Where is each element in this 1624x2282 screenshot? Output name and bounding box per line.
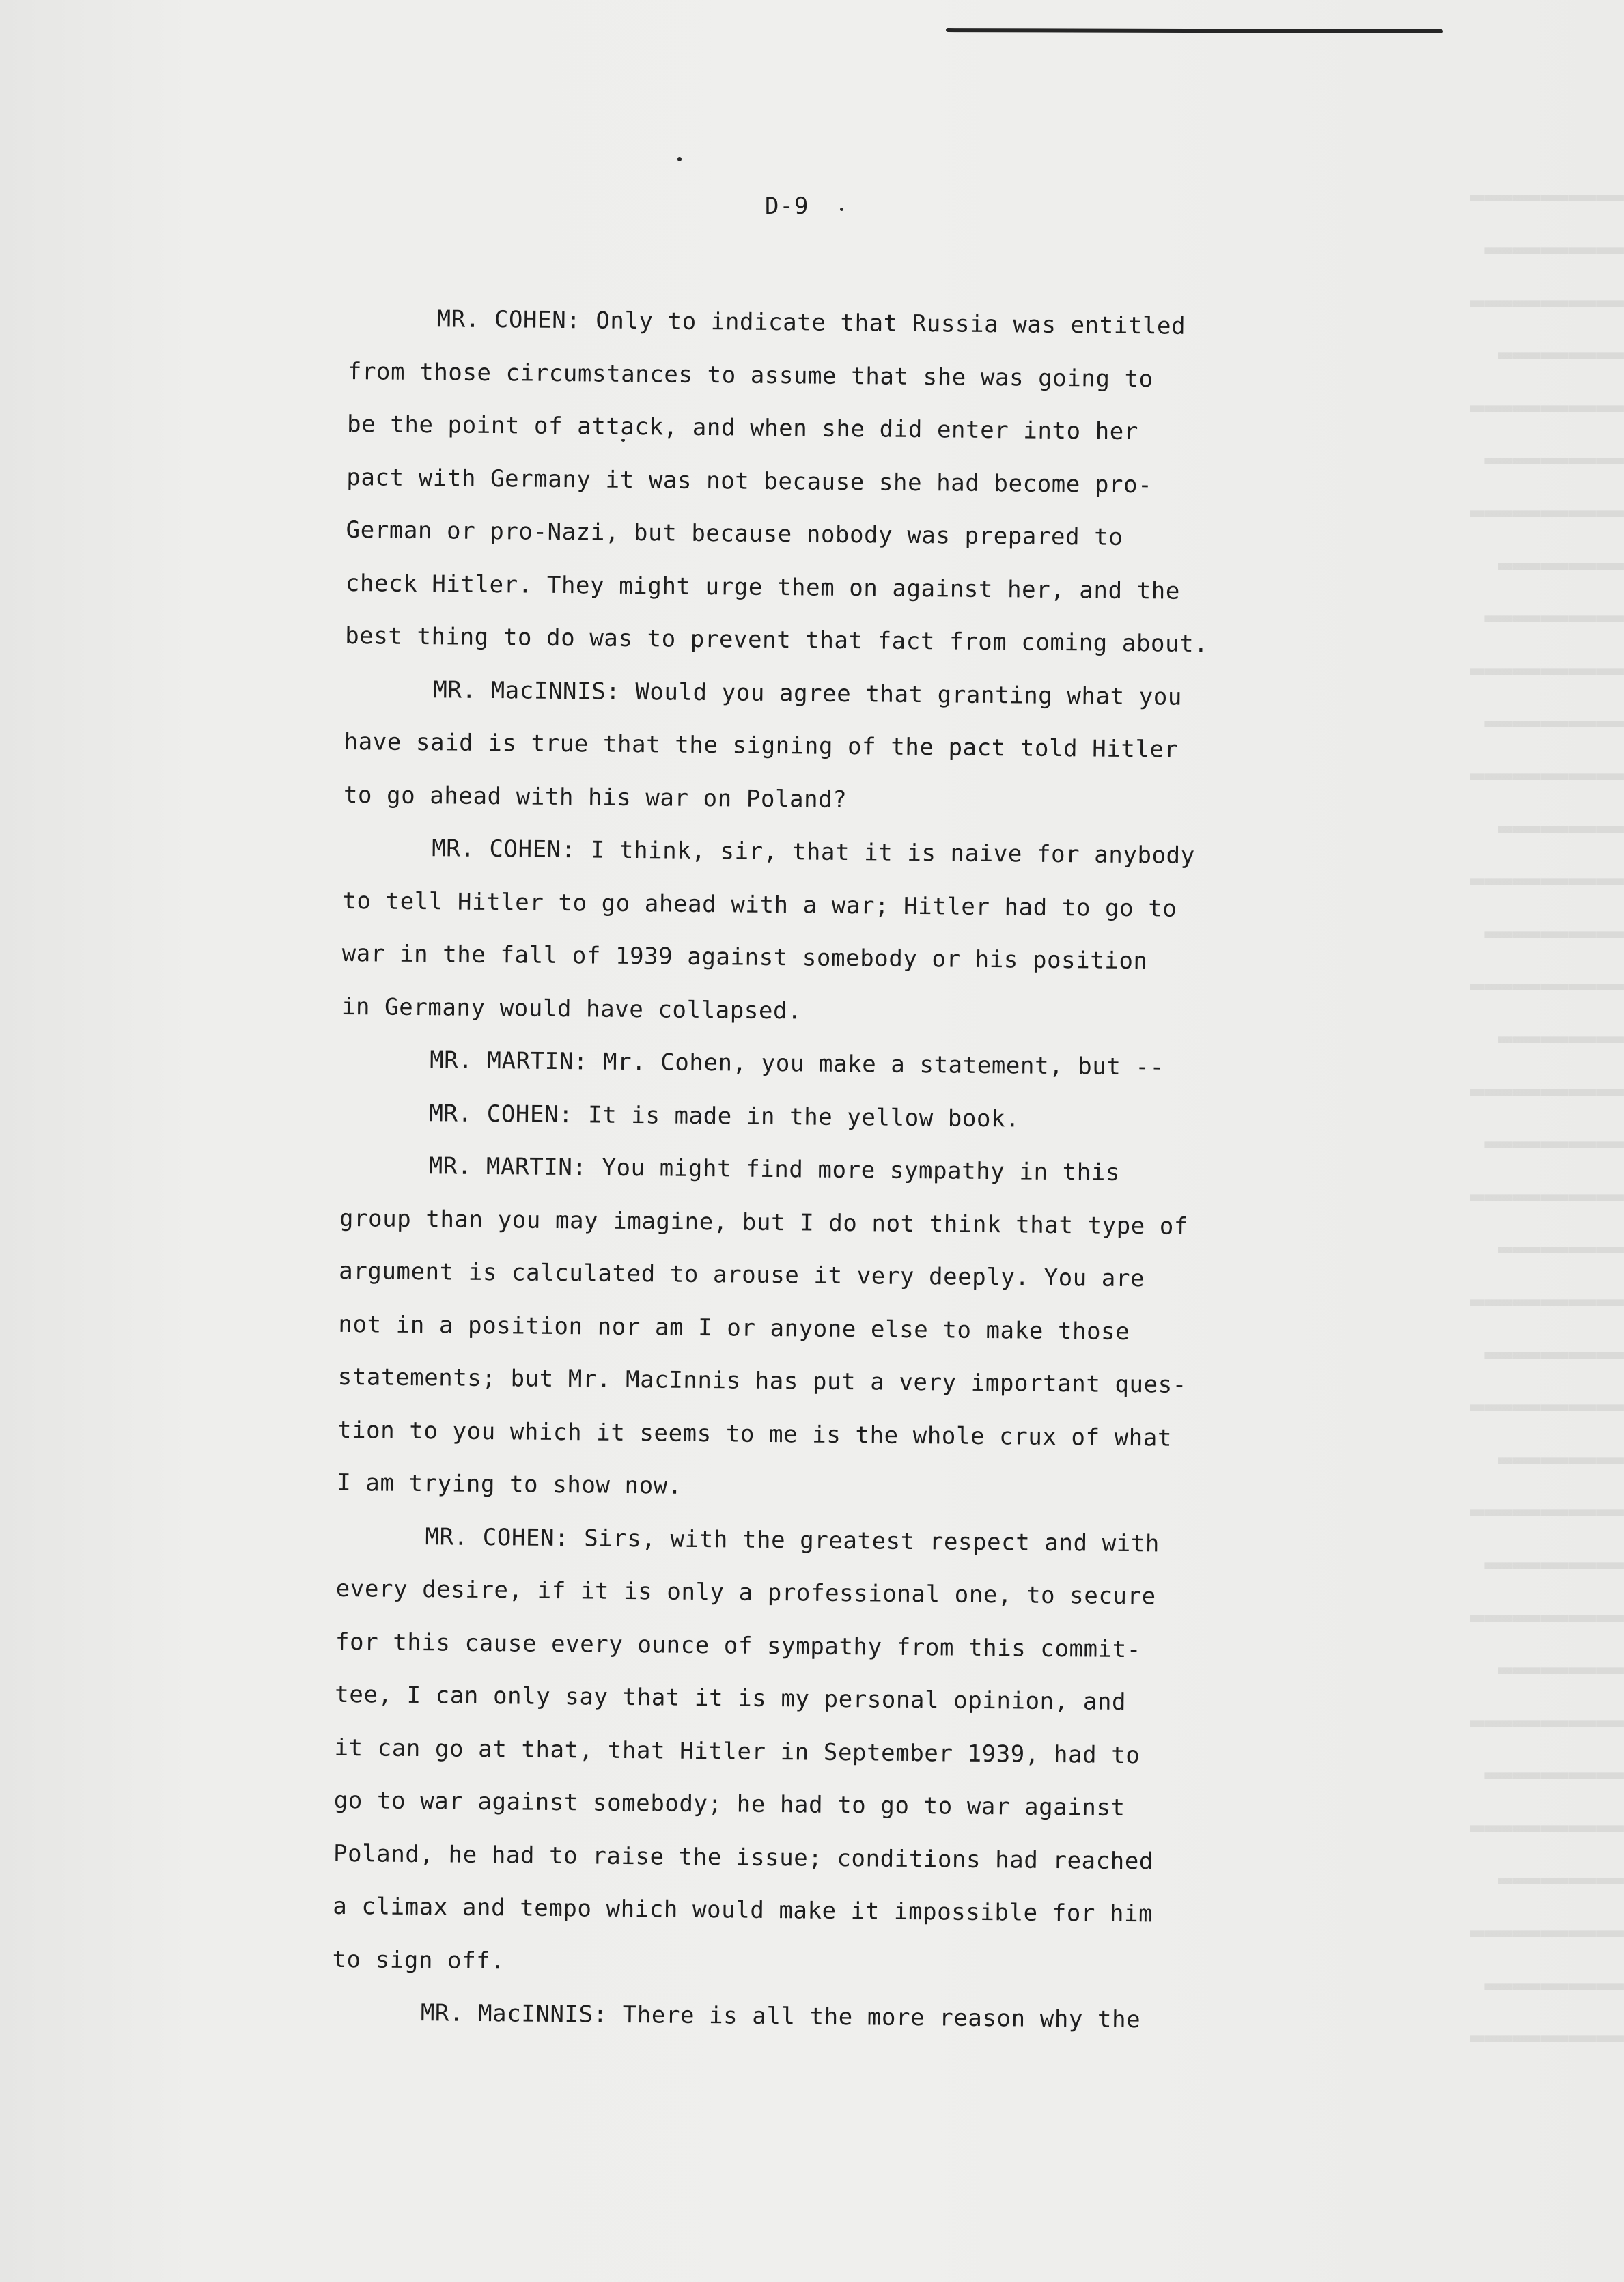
speech-line: German or pro-Nazi, but because nobody was prepared to [346, 516, 1123, 551]
speech-first-line [343, 822, 1361, 885]
speech-line: I am trying to show now. [337, 1469, 683, 1500]
speech-line: tee, I can only say that it is my personal opinion, and [335, 1680, 1127, 1716]
speech-line: for this cause every ounce of sympathy from this commit- [335, 1628, 1142, 1663]
page-number: D-9 [765, 193, 809, 220]
speech-line: to tell Hitler to go ahead with a war; Hitler had to go to [342, 887, 1177, 923]
speech-text: Only to indicate that Russia was entitled [596, 307, 1186, 340]
speaker-label: MR. COHEN: [436, 305, 581, 335]
speech-first-line [331, 1986, 1349, 2049]
speech-line: in Germany would have collapsed. [341, 992, 802, 1025]
speech-line: have said is true that the signing of the pact told Hitler [344, 727, 1179, 764]
speech-paragraph [341, 822, 1361, 1043]
speech-line: check Hitler. They might urge them on against her, and the [345, 569, 1181, 605]
speech-text: Mr. Cohen, you make a statement, but -- [602, 1048, 1164, 1081]
speech-paragraph [344, 663, 1362, 831]
speech-text: You might find more sympathy in this [602, 1154, 1121, 1186]
speech-paragraph [332, 1509, 1354, 1996]
top-rule-line [946, 28, 1443, 33]
speech-text: I think, sir, that it is naive for anybody [590, 836, 1195, 869]
speech-first-line [339, 1139, 1358, 1202]
speech-line: Poland, he had to raise the issue; conditions had reached [333, 1839, 1154, 1875]
speaker-label: MR. COHEN: [431, 835, 576, 864]
speaker-label: MR. COHEN: [425, 1522, 570, 1552]
speech-first-line [348, 292, 1366, 355]
speech-paragraph [337, 1139, 1358, 1520]
speech-line: argument is calculated to arouse it very deeply. You are [339, 1257, 1145, 1293]
speech-line: every desire, if it is only a professional one, to secure [335, 1574, 1156, 1611]
speech-line: a climax and tempo which would make it impossible for him [333, 1892, 1153, 1928]
speech-paragraph [340, 1086, 1358, 1149]
speech-line: to go ahead with his war on Poland? [343, 781, 848, 813]
speech-line: to sign off. [332, 1945, 505, 1975]
speech-paragraph [341, 1033, 1359, 1096]
speaker-label: MR. MacINNIS: [433, 676, 621, 706]
speaker-label: MR. MARTIN: [428, 1152, 587, 1182]
speaker-label: MR. MacINNIS: [420, 1999, 608, 2029]
speaker-label: MR. MARTIN: [430, 1046, 589, 1076]
speech-first-line [341, 1033, 1359, 1096]
speech-line: be the point of attack, and when she did enter into her [346, 410, 1139, 446]
speech-line: war in the fall of 1939 against somebody or his position [341, 939, 1148, 975]
speech-line: not in a position nor am I or anyone else to make those [338, 1310, 1130, 1346]
speech-line: it can go at that, that Hitler in September 1939, had to [334, 1734, 1140, 1769]
speech-line: statements; but Mr. MacInnis has put a very important ques- [337, 1363, 1188, 1399]
speech-text: Sirs, with the greatest respect and with [584, 1524, 1160, 1557]
ink-speck [677, 157, 682, 161]
speech-line: pact with Germany it was not because she had become pro- [346, 463, 1153, 499]
speech-text: It is made in the yellow book. [587, 1100, 1020, 1132]
speaker-label: MR. COHEN: [429, 1099, 574, 1128]
bleed-through-texture: ▬▬▬▬▬▬▬▬▬▬▬ ▬▬▬▬▬▬▬▬▬▬ ▬▬▬▬▬▬▬▬▬▬▬ ▬▬▬▬▬▬▬▬▬ ▬▬▬▬▬▬▬▬▬▬▬ ▬▬▬▬▬▬▬▬▬▬ ▬▬▬▬▬▬▬▬▬▬▬ ▬▬▬▬▬▬▬▬▬ ▬▬▬▬▬▬▬▬▬▬ ▬▬▬▬▬▬▬▬▬▬▬ ▬▬▬▬▬▬▬▬▬▬ ▬▬▬▬▬▬▬▬▬▬▬ ▬▬▬▬▬▬▬▬▬ ▬▬▬▬▬▬▬▬▬▬▬ ▬▬▬▬▬▬▬▬▬▬ ▬▬▬▬▬▬▬▬▬▬▬ ▬▬▬▬▬▬▬▬▬ ▬▬▬▬▬▬▬▬▬▬▬ ▬▬▬▬▬▬▬▬▬▬ ▬▬▬▬▬▬▬▬▬▬▬ ▬▬▬▬▬▬▬▬▬ ▬▬▬▬▬▬▬▬▬▬▬ ▬▬▬▬▬▬▬▬▬▬ ▬▬▬▬▬▬▬▬▬▬▬ ▬▬▬▬▬▬▬▬▬ ▬▬▬▬▬▬▬▬▬▬▬ ▬▬▬▬▬▬▬▬▬▬ ▬▬▬▬▬▬▬▬▬▬▬ ▬▬▬▬▬▬▬▬▬ ▬▬▬▬▬▬▬▬▬▬▬ ▬▬▬▬▬▬▬▬▬▬ ▬▬▬▬▬▬▬▬▬▬▬ ▬▬▬▬▬▬▬▬▬ ▬▬▬▬▬▬▬▬▬▬▬ ▬▬▬▬▬▬▬▬▬▬ ▬▬▬▬▬▬▬▬▬▬▬ [1470, 183, 1624, 2051]
ink-speck [840, 208, 843, 211]
speech-line: from those circumstances to assume that she was going to [347, 357, 1153, 393]
speech-text: There is all the more reason why the [622, 2001, 1141, 2034]
speech-line: tion to you which it seems to me is the whole crux of what [337, 1416, 1173, 1452]
speech-first-line [340, 1086, 1358, 1149]
speech-first-line [344, 663, 1362, 725]
speech-text: Would you agree that granting what you [635, 678, 1183, 711]
speech-line: best thing to do was to prevent that fact from coming about. [344, 622, 1209, 658]
speech-first-line [336, 1509, 1354, 1572]
transcript-body [331, 292, 1365, 2049]
speech-line: go to war against somebody; he had to go to war against [333, 1786, 1125, 1822]
speech-line: group than you may imagine, but I do not think that type of [339, 1204, 1189, 1240]
speech-paragraph [331, 1986, 1349, 2049]
speech-paragraph [345, 292, 1366, 673]
